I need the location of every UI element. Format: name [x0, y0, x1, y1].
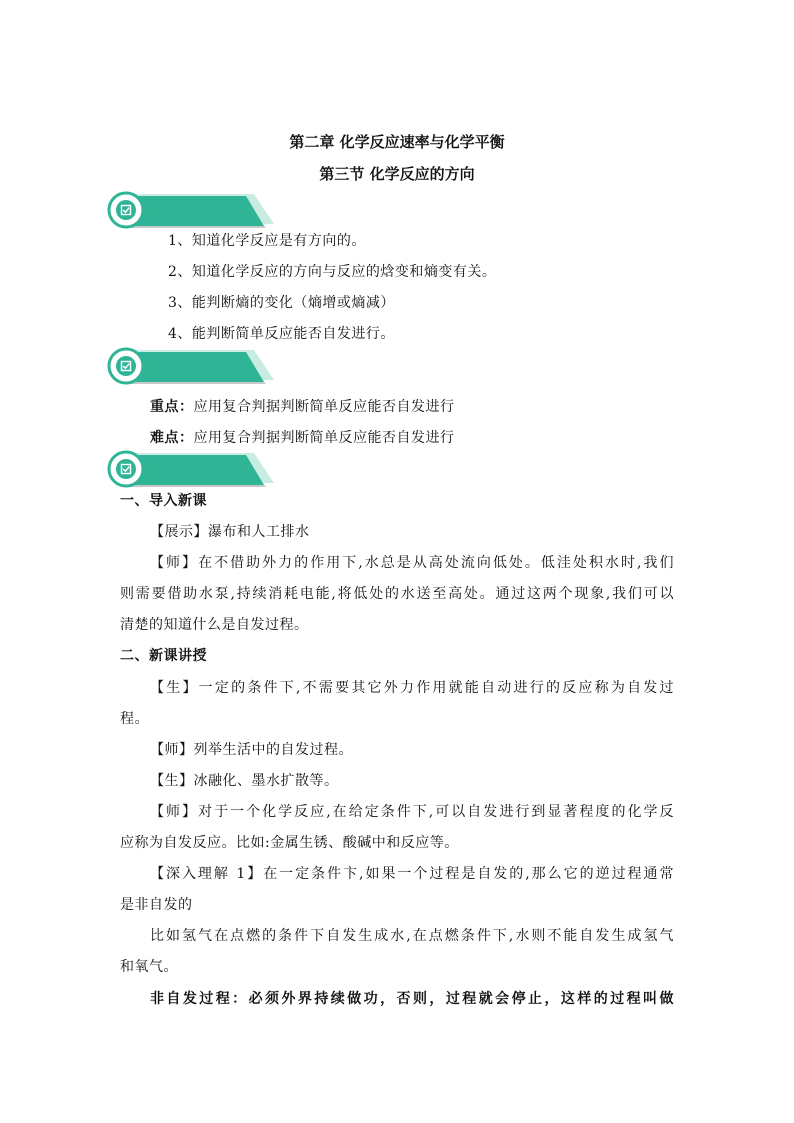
- heading-new-lesson: 二、新课讲授: [120, 648, 207, 664]
- teacher3-line1: 【师】对于一个化学反应,在给定条件下,可以自发进行到显著程度的化学反: [150, 804, 675, 820]
- teacher1-line2: 则需要借助水泵,持续消耗电能,将低处的水送至高处。通过这两个现象,我们可以: [120, 586, 674, 602]
- banner-graphic: [106, 346, 274, 388]
- deep-line1: 【深入理解 1】在一定条件卞,如果一个过程是自发的,那么它的逆过程通常: [150, 866, 675, 882]
- deep-line2: 是非自发的: [120, 897, 193, 913]
- show-text: 瀑布和人工排水: [208, 524, 310, 540]
- objective-item: 3、能判断熵的变化（熵增或熵减）: [168, 295, 395, 311]
- key-label: 重点：: [150, 399, 194, 415]
- section-banner-process: [106, 449, 274, 491]
- student1-line2: 程。: [120, 711, 149, 727]
- show-line: [150, 521, 310, 541]
- key-text: 应用复合判据判断简单反应能否自发进行: [193, 399, 455, 415]
- section-banner-objectives: [106, 190, 274, 232]
- teacher1-label: 【师】: [150, 555, 199, 571]
- teacher1-line3: 清楚的知道什么是自发过程。: [120, 617, 309, 633]
- example-line2: 和氧气。: [120, 959, 178, 975]
- teacher3-line2: 应称为自发反应。比如:金属生锈、酸碱中和反应等。: [120, 835, 459, 851]
- difficult-point-line: [150, 427, 455, 447]
- show-label: 【展示】: [150, 524, 208, 540]
- teacher3-label: 【师】: [150, 804, 199, 820]
- student2-line: 【生】冰融化、墨水扩散等。: [150, 773, 339, 789]
- key-point-line: [150, 396, 455, 416]
- banner-graphic: [106, 449, 274, 491]
- objective-item: 2、知道化学反应的方向与反应的焓变和熵变有关。: [168, 264, 497, 280]
- difficult-label: 难点：: [150, 430, 194, 446]
- example-line1: 比如氢气在点燃的条件下自发生成水,在点燃条件下,水则不能自发生成氢气: [150, 928, 674, 944]
- teacher2-label: 【师】: [150, 742, 194, 758]
- student1-label: 【生】: [150, 680, 199, 696]
- heading-intro: 一、导入新课: [120, 493, 207, 509]
- teacher2-line: 【师】列举生活中的自发过程。: [150, 742, 353, 758]
- objective-item: 1、知道化学反应是有方向的。: [168, 233, 366, 249]
- chapter-title: 第二章 化学反应速率与化学平衡: [289, 133, 505, 151]
- section-banner-key-points: [106, 346, 274, 388]
- student1-line1: 【生】一定的条件下,不需要其它外力作用就能自动进行的反应称为自发过: [150, 680, 675, 696]
- objective-item: 4、能判断简单反应能否自发进行。: [168, 326, 395, 342]
- difficult-text: 应用复合判据判断简单反应能否自发进行: [193, 430, 455, 446]
- banner-graphic: [106, 190, 274, 232]
- nonspontaneous-line: 非自发过程：必须外界持续做功，否则，过程就会停止，这样的过程叫做: [150, 991, 674, 1007]
- section-title: 第三节 化学反应的方向: [319, 165, 475, 183]
- deep-label: 【深入理解 1】: [150, 866, 264, 882]
- teacher1-line1: 【师】在不借助外力的作用下,水总是从高处流向低处。低洼处积水时,我们: [150, 555, 675, 571]
- student2-label: 【生】: [150, 773, 194, 789]
